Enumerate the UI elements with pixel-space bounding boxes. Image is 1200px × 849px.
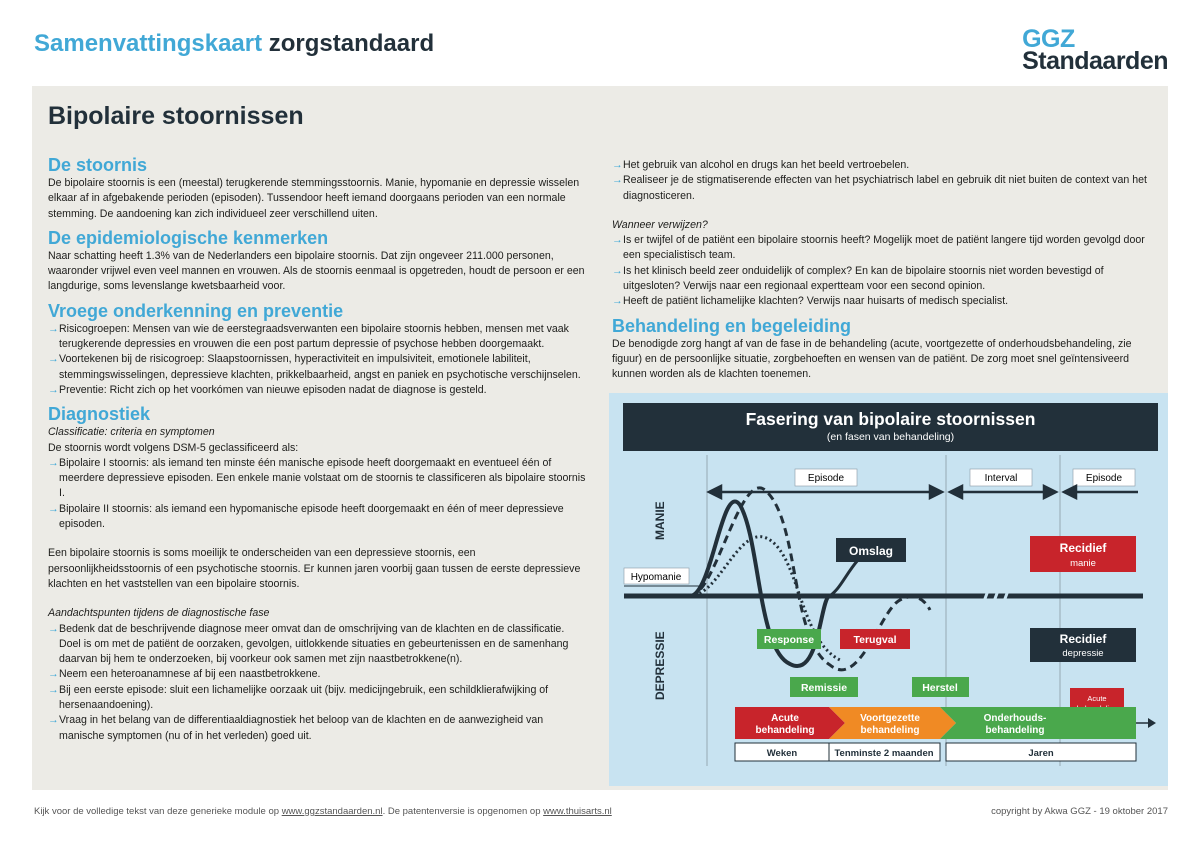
section-heading-behandeling: Behandeling en begeleiding [612, 315, 852, 336]
recidief-manie-sub: manie [1070, 558, 1096, 569]
logo-line2: Standaarden [1022, 47, 1168, 75]
phase-acute-sub: behandeling [755, 725, 815, 736]
list-item: → Heeft de patiënt lichamelijke klachten? Verwijs naar huisarts of medisch specialist. [612, 294, 1158, 309]
list-item: → Het gebruik van alcohol en drugs kan het beeld vertroebelen. [612, 158, 1158, 173]
header-title-part2: zorgstandaard [268, 30, 435, 57]
terugval-label: Terugval [853, 634, 897, 646]
recidief-depressie-label: Recidief [1059, 632, 1107, 646]
axis-label-manie: MANIE [653, 501, 667, 540]
logo-line1: GGZ [1022, 25, 1075, 53]
list-item: → Realiseer je de stigmatiserende effecten van het psychiatrisch label en gebruik dit niet buiten de context van het diagnosticeren. [612, 173, 1158, 204]
section-heading-preventie: Vroege onderkenning en preventie [48, 300, 344, 321]
recidief-depressie-sub: depressie [1062, 648, 1104, 659]
list-item: → Is het klinisch beeld zeer onduidelijk of complex? En kan de bipolaire stoornis niet worden bevestigd of uitgesloten? Verwijs naar een regionaal expertteam voor een second opinion. [612, 264, 1158, 295]
phase-acute-label: Acute [771, 713, 799, 724]
footer-text-2: . De patentenversie is opgenomen op [382, 806, 544, 817]
header-title [34, 30, 434, 58]
fasering-diagram [609, 393, 1168, 786]
list-item: → Vraag in het belang van de differentiaaldiagnostiek het beloop van de klachten en de aanwezigheid van manische symptomen (nu of in het verleden) goed uit. [48, 713, 588, 744]
subheading-aandachtspunten: Aandachtspunten tijdens de diagnostische fase [48, 607, 270, 620]
figure-title: Fasering van bipolaire stoornissen [745, 409, 1036, 429]
section-heading-epidemiologie: De epidemiologische kenmerken [48, 227, 329, 248]
acute-small-label: Acute [1087, 694, 1107, 703]
list-item: → Bedenk dat de beschrijvende diagnose meer omvat dan de omschrijving van de klachten en de classificatie. Doel is om met de patiënt de oorzaken, gevolgen, uitlokkende situaties en gebeurtenissen en de samenhang daarvan bij hem te onderzoeken, bij voorkeur ook samen met zijn naastbetrokkene(n). [48, 622, 588, 668]
header-title-part1: Samenvattingskaart [34, 30, 263, 57]
section-heading-diagnostiek: Diagnostiek [48, 404, 151, 425]
label-episode1: Episode [807, 473, 845, 484]
ggz-logo[interactable] [1022, 25, 1168, 75]
phase-onderhoud-label: Onderhouds- [983, 713, 1047, 724]
link-thuisarts[interactable]: www.thuisarts.nl [543, 806, 612, 817]
footer-text-1: Kijk voor de volledige tekst van deze generieke module op [34, 806, 282, 817]
section-heading-stoornis: De stoornis [48, 155, 148, 175]
curve-omslag [828, 560, 858, 597]
omslag-label: Omslag [848, 544, 894, 558]
list-item: → Preventie: Richt zich op het voorkómen van nieuwe episoden nadat de diagnose is gesteld. [48, 383, 588, 398]
figure-subtitle: (en fasen van behandeling) [826, 431, 955, 443]
footer-left [34, 806, 612, 817]
left-column [48, 153, 588, 744]
response-label: Response [763, 634, 815, 646]
list-item: → Bipolaire I stoornis: als iemand ten minste één manische episode heeft doorgemaakt en eventueel één of meerdere depressieve episoden. Een enkele manie volstaat om de stoornis te classificeren als bipolaire stoornis I. [48, 456, 588, 502]
list-item: → Bipolaire II stoornis: als iemand een hypomanische episode heeft doorgemaakt en één of meer depressieve episoden. [48, 502, 588, 533]
phase-voortgezet-sub: behandeling [860, 725, 920, 736]
duration-weken: Weken [766, 748, 798, 759]
baseline-break [983, 588, 1009, 604]
diagnostiek-paragraph: Een bipolaire stoornis is soms moeilijk te onderscheiden van een depressieve stoornis, een persoonlijkheidsstoornis of een psychotische stoornis. Er kunnen jaren voorbij gaan tussen de eerste depressieve klachten en het vaststellen van een bipolaire stoornis. [48, 547, 581, 590]
hypomanie-label: Hypomanie [630, 572, 682, 583]
footer-copyright: copyright by Akwa GGZ - 19 oktober 2017 [991, 806, 1168, 817]
right-column [612, 158, 1158, 383]
duration-maanden: Tenminste 2 maanden [834, 748, 934, 759]
phase-arrows [709, 486, 1138, 498]
list-item: → Neem een heteroanamnese af bij een naastbetrokkene. [48, 667, 588, 682]
list-item: → Bij een eerste episode: sluit een lichamelijke oorzaak uit (bijv. medicijngebruik, een schildklierafwijking of hersenaandoening). [48, 683, 588, 714]
section-text-stoornis: De bipolaire stoornis is een (meestal) terugkerende stemmingsstoornis. Manie, hypomanie en depressie wisselen elkaar af in afgebakende perioden (episoden). Tussendoor heeft iemand doorgaans perioden van een normale stemming. De aandoening kan zich individueel zeer verschillend uiten. [48, 177, 580, 220]
diagnostiek-intro: De stoornis wordt volgens DSM-5 geclassificeerd als: [48, 441, 299, 454]
duration-jaren: Jaren [1028, 748, 1054, 759]
section-text-behandeling: De benodigde zorg hangt af van de fase in de behandeling (acute, voortgezette of onderhoudsbehandeling, zie figuur) en de persoonlijke situatie, zorgbehoeften en wensen van de patiënt. De zorg moet snel geïntensiveerd kunnen worden als de klachten toenemen. [612, 337, 1132, 381]
list-item: → Risicogroepen: Mensen van wie de eerstegraadsverwanten een bipolaire stoornis hebben, mensen met vaak terugkerende depressies en vrouwen die een post partum depressie of psychose hebben doorgemaakt. [48, 322, 588, 353]
list-item: → Is er twijfel of de patiënt een bipolaire stoornis heeft? Mogelijk moet de patiënt langere tijd worden gevolgd door een specialistisch team. [612, 233, 1158, 264]
section-text-epidemiologie: Naar schatting heeft 1.3% van de Nederlanders een bipolaire stoornis. Dat zijn ongeveer 211.000 personen, waaronder vrijwel even veel mannen en vrouwen. Als de stoornis eenmaal is opgetreden, houdt de persoon er een langdurige, soms levenslange kwetsbaarheid voor. [48, 249, 585, 293]
phase-onderhoud-sub: behandeling [985, 725, 1045, 736]
label-interval: Interval [984, 473, 1018, 484]
list-item: → Voortekenen bij de risicogroep: Slaapstoornissen, hyperactiviteit en impulsiviteit, emotionele labiliteit, stemmingswisselingen, depressieve klachten, prikkelbaarheid, angst en paniek en psychotische verschijnselen. [48, 352, 588, 383]
link-ggzstandaarden[interactable]: www.ggzstandaarden.nl [281, 806, 383, 817]
subheading-verwijzen: Wanneer verwijzen? [612, 218, 708, 231]
herstel-label: Herstel [922, 682, 958, 694]
phase-voortgezet-label: Voortgezette [860, 713, 920, 724]
remissie-label: Remissie [800, 682, 848, 694]
axis-label-depressie: DEPRESSIE [653, 631, 667, 700]
subheading-classificatie: Classificatie: criteria en symptomen [48, 426, 215, 439]
label-episode2: Episode [1085, 473, 1123, 484]
arrow-right-icon [1148, 718, 1156, 728]
recidief-manie-label: Recidief [1059, 541, 1107, 555]
document-title: Bipolaire stoornissen [48, 102, 304, 130]
